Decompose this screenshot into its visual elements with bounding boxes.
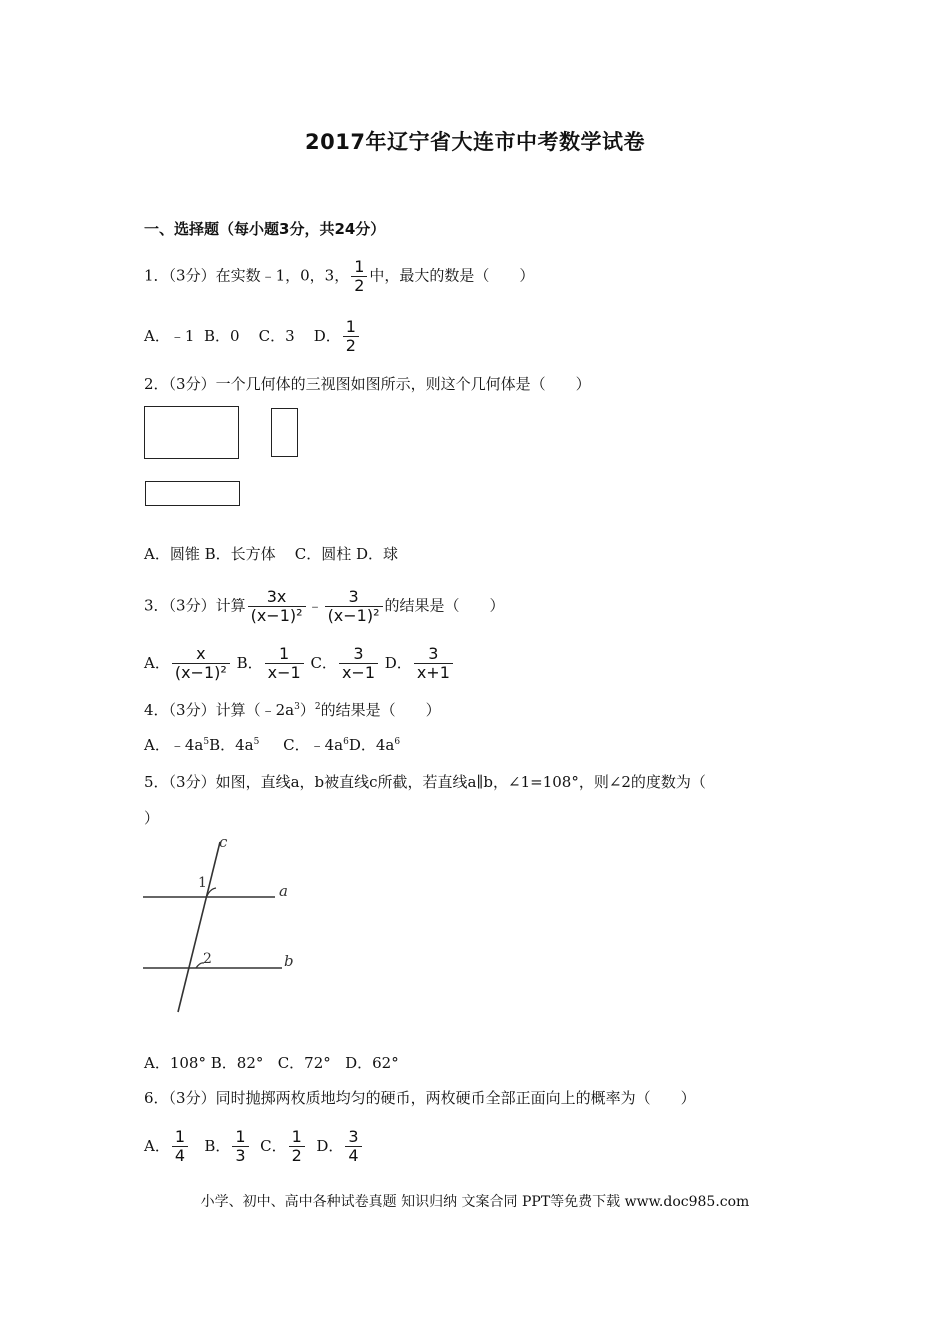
q4-stem-text: 4．（3分）计算（﹣2a bbox=[144, 701, 295, 719]
fraction-numerator: 1 bbox=[345, 317, 356, 336]
q6-option-b bbox=[204, 1127, 250, 1165]
q4-option-d bbox=[349, 736, 400, 754]
label-c: c bbox=[219, 833, 228, 851]
fraction-numerator: 1 bbox=[291, 1127, 302, 1146]
fraction-numerator: 3 bbox=[428, 644, 439, 663]
q6-option-d bbox=[316, 1127, 363, 1165]
option-text: A．﹣4a bbox=[144, 736, 204, 754]
q2-option-d: D．球 bbox=[356, 545, 399, 563]
fraction-denominator: x+1 bbox=[416, 663, 450, 682]
q4-stem-bracket: ） bbox=[299, 701, 315, 719]
fraction-denominator: x−1 bbox=[341, 663, 375, 682]
q1-option-c: C．3 bbox=[258, 326, 295, 345]
fraction-denominator: (x−1)² bbox=[250, 606, 303, 625]
exponent: 6 bbox=[394, 737, 401, 747]
q3-option-a bbox=[144, 644, 232, 682]
q3-option-b bbox=[236, 644, 306, 682]
exponent: 5 bbox=[203, 737, 210, 747]
fraction-numerator: 3 bbox=[348, 1127, 359, 1146]
exponent: 3 bbox=[294, 702, 300, 712]
fraction-denominator: 4 bbox=[174, 1146, 186, 1165]
question-3-options bbox=[144, 645, 455, 682]
q4-stem-text-end: 的结果是（ ） bbox=[320, 701, 441, 719]
option-label: A． bbox=[144, 653, 170, 672]
label-a: a bbox=[279, 882, 288, 900]
question-1-options bbox=[144, 318, 361, 355]
side-view-rectangle bbox=[271, 408, 298, 457]
q6-option-a bbox=[144, 1127, 190, 1165]
question-4-stem bbox=[144, 699, 441, 721]
fraction-numerator: 1 bbox=[354, 257, 365, 276]
fraction-numerator: 3 bbox=[353, 644, 364, 663]
q1-stem-fraction bbox=[351, 258, 367, 295]
fraction-numerator: x bbox=[196, 644, 206, 663]
q5-option-d: D．62° bbox=[345, 1054, 399, 1072]
q4-option-c bbox=[283, 736, 349, 754]
label-angle-2: 2 bbox=[203, 951, 212, 967]
label-angle-1: 1 bbox=[198, 875, 207, 891]
exponent: 6 bbox=[343, 737, 349, 747]
section-heading: 一、选择题（每小题3分，共24分） bbox=[144, 220, 386, 238]
option-label: B． bbox=[204, 1136, 231, 1155]
q5-option-c: C．72° bbox=[277, 1054, 331, 1072]
option-text: B．4a bbox=[209, 736, 254, 754]
exponent: 5 bbox=[253, 737, 260, 747]
fraction-denominator: 2 bbox=[291, 1146, 302, 1165]
q4-option-b bbox=[209, 736, 259, 754]
q1-option-a: A．﹣1 bbox=[144, 326, 195, 345]
option-text: C．﹣4a bbox=[283, 736, 344, 754]
page-title: 2017年辽宁省大连市中考数学试卷 bbox=[305, 130, 645, 154]
option-label: C． bbox=[310, 653, 337, 672]
q1-stem-text: 1．（3分）在实数﹣1，0，3， bbox=[144, 266, 350, 285]
parallel-lines-figure bbox=[140, 832, 310, 1022]
fraction-numerator: 3 bbox=[348, 587, 359, 606]
fraction-denominator: 2 bbox=[345, 336, 356, 355]
exponent: 2 bbox=[314, 702, 321, 712]
q3-option-c bbox=[310, 644, 380, 682]
option-label: D． bbox=[316, 1136, 344, 1155]
minus-sign: ﹣ bbox=[307, 596, 323, 615]
option-label: A． bbox=[144, 1136, 170, 1155]
q3-stem-text: 3．（3分）计算 bbox=[144, 596, 246, 615]
label-b: b bbox=[284, 952, 294, 970]
fraction-numerator: 1 bbox=[279, 644, 290, 663]
q2-option-a: A．圆锥 bbox=[144, 545, 200, 563]
line-c bbox=[178, 842, 220, 1012]
question-6-options bbox=[144, 1128, 364, 1165]
question-1-stem bbox=[144, 258, 534, 295]
q5-option-a: A．108° bbox=[144, 1054, 206, 1072]
q5-option-b: B．82° bbox=[210, 1054, 264, 1072]
question-5-options bbox=[144, 1052, 399, 1074]
front-view-rectangle bbox=[144, 406, 239, 459]
q1-option-d bbox=[313, 317, 361, 355]
question-2-stem: 2．（3分）一个几何体的三视图如图所示，则这个几何体是（ ） bbox=[144, 375, 591, 393]
fraction-denominator: 3 bbox=[235, 1146, 246, 1165]
page-footer: 小学、初中、高中各种试卷真题 知识归纳 文案合同 PPT等免费下载 www.doc985.com bbox=[200, 1194, 750, 1210]
option-label: D． bbox=[384, 653, 412, 672]
option-label: C． bbox=[260, 1136, 287, 1155]
q6-option-c bbox=[260, 1127, 307, 1165]
option-label: B． bbox=[236, 653, 263, 672]
option-label: D． bbox=[313, 326, 341, 345]
fraction-denominator: (x−1)² bbox=[174, 663, 227, 682]
q1-option-b: B．0 bbox=[203, 326, 240, 345]
fraction-numerator: 1 bbox=[174, 1127, 186, 1146]
q3-stem-text-end: 的结果是（ ） bbox=[384, 596, 505, 615]
question-3-stem bbox=[144, 588, 505, 625]
fraction-denominator: x−1 bbox=[267, 663, 301, 682]
option-text: D．4a bbox=[348, 736, 395, 754]
question-5-stem-line-2: ） bbox=[144, 809, 160, 827]
top-view-rectangle bbox=[145, 481, 240, 506]
question-5-stem-line-1: 5．（3分）如图，直线a，b被直线c所截，若直线a∥b，∠1=108°，则∠2的度数为（ bbox=[144, 773, 706, 791]
question-4-options bbox=[144, 734, 400, 756]
fraction-denominator: (x−1)² bbox=[327, 606, 380, 625]
fraction-numerator: 1 bbox=[235, 1127, 246, 1146]
q2-option-b: B．长方体 bbox=[204, 545, 276, 563]
q2-option-c: C．圆柱 bbox=[294, 545, 352, 563]
q3-option-d bbox=[384, 644, 455, 682]
fraction-denominator: 2 bbox=[354, 276, 365, 295]
fraction-denominator: 4 bbox=[348, 1146, 359, 1165]
question-6-stem: 6．（3分）同时抛掷两枚质地均匀的硬币，两枚硬币全部正面向上的概率为（ ） bbox=[144, 1089, 696, 1107]
q1-stem-text-end: 中，最大的数是（ ） bbox=[369, 266, 535, 285]
q4-option-a bbox=[144, 736, 209, 754]
fraction-numerator: 3x bbox=[266, 587, 287, 606]
question-2-options bbox=[144, 543, 398, 565]
